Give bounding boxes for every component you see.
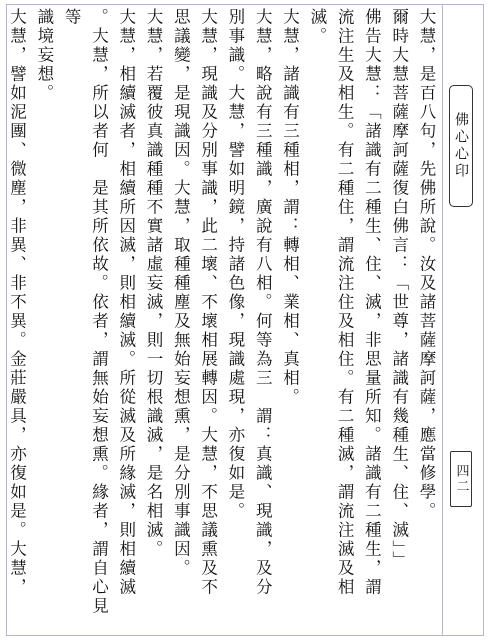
text-line: 大慧，是百八句，先佛所說。汝及諸菩薩摩訶薩，應當修學。 — [417, 8, 436, 521]
text-line: 識境妄想。 — [34, 8, 54, 103]
text-line: 別事識。大慧，譬如明鏡，持諸色像，現識處現，亦復如是。 — [225, 8, 245, 521]
text-line — [0, 8, 3, 630]
text-line: 大慧，略說有三種識，廣說有八相。何等為三 謂：真識、現識，及分 — [253, 8, 273, 597]
text-line: 思議變，是現識因。大慧，取種種塵及無始妄想熏，是分別事識因。 — [171, 8, 191, 578]
text-line: 爾時大慧菩薩摩訶薩復白佛言：「世尊，諸識有幾種生、住、滅」」 — [389, 8, 409, 570]
text-line: 大慧，譬如泥團、微塵，非異、非不異。金莊嚴具，亦復如是。大慧， — [7, 8, 27, 597]
margin-divider — [442, 4, 443, 636]
book-title-tab: 佛心心印 — [449, 85, 473, 207]
text-line: 大慧，若覆彼真識種種不實諸虛妄滅，則一切根識滅，是名相滅。 — [144, 8, 164, 559]
scripture-text — [7, 8, 440, 630]
page-number-tab: 四二 — [450, 451, 472, 507]
text-line: 大慧，現識及分別事識，此二壞、不壞相展轉因。大慧，不思議熏及不 — [198, 8, 218, 597]
text-line: 流注生及相生。有二種住，謂流注住及相住。有二種滅，謂流注滅及相滅。 — [307, 8, 355, 597]
text-line: 大慧，相續滅者，相續所因滅，則相續滅。所從滅及所緣滅，則相續滅 — [116, 8, 136, 597]
text-line: 大慧，諸識有三種相，謂：轉相、業相、真相。 — [280, 8, 300, 407]
text-line: 。大慧，所以者何 是其所依故。依者，謂無始妄想熏。緣者，謂自心見等 — [62, 8, 109, 616]
text-line: 佛告大慧：「諸識有二種生、住、滅，非思量所知。諸識有二種生，謂 — [362, 8, 382, 597]
